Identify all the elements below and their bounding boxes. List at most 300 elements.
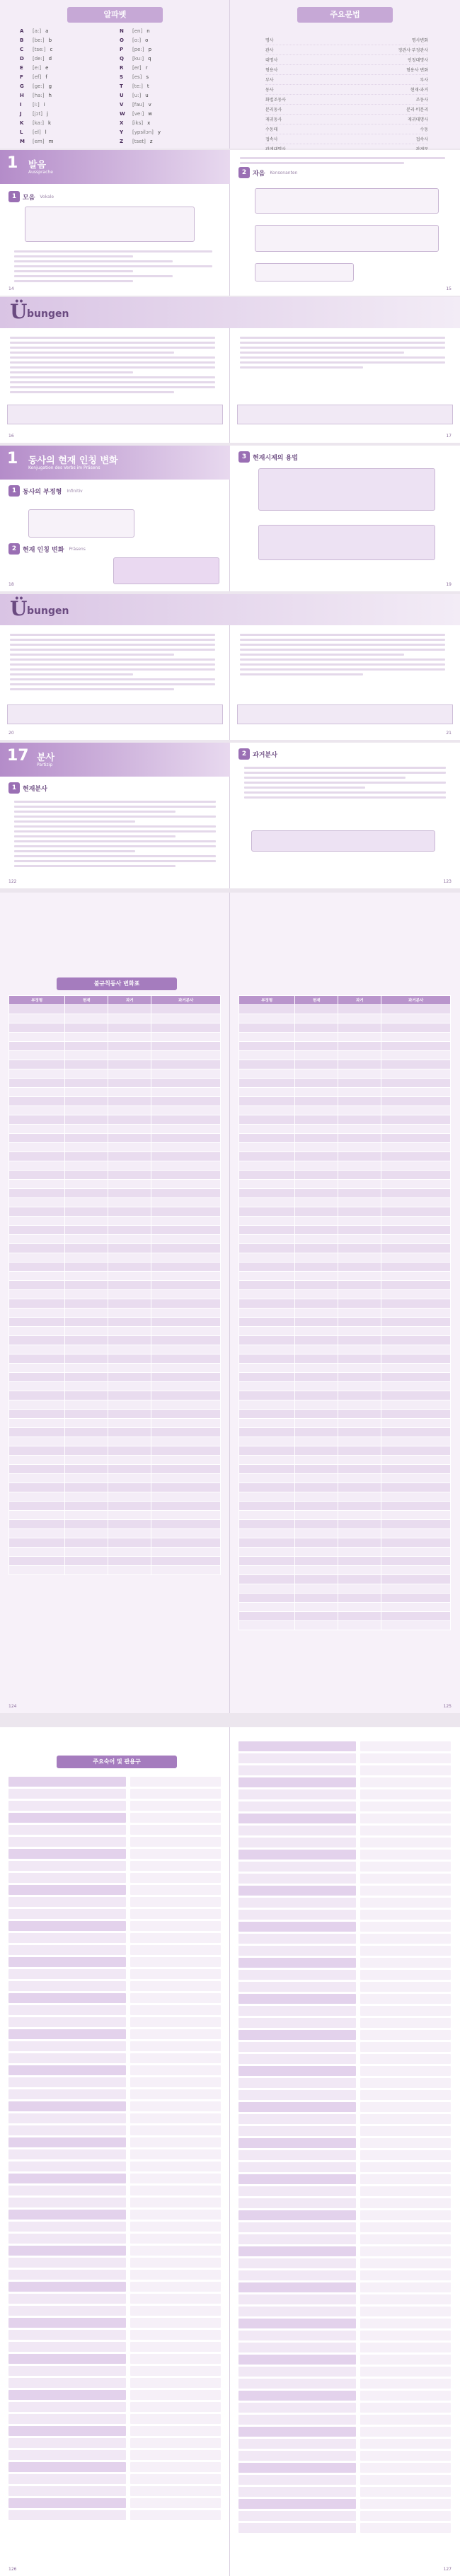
table-cell: [151, 1382, 221, 1391]
section-present-participle: [8, 782, 47, 794]
table-row: [239, 1538, 451, 1548]
idiom-german: [8, 2330, 126, 2340]
table-cell: [338, 1584, 381, 1594]
section-title-en: Vokale: [40, 194, 54, 199]
table-cell: [381, 1621, 451, 1630]
table-cell: [295, 1483, 338, 1492]
table-cell: [381, 1217, 451, 1226]
idiom-korean: [360, 2282, 451, 2292]
table-cell: [151, 1198, 221, 1207]
table-cell: [338, 1290, 381, 1299]
unit-number: 1: [7, 450, 18, 468]
table-cell: [151, 1014, 221, 1023]
table-cell: [381, 1134, 451, 1143]
idiom-german: [8, 1933, 126, 1943]
table-row: [9, 1171, 221, 1180]
table-cell: [9, 1272, 65, 1281]
consonant-box-3: [255, 263, 354, 282]
idiom-korean: [360, 1898, 451, 1908]
table-cell: [108, 1446, 151, 1456]
idiom-german: [238, 2246, 356, 2256]
idiom-korean: [360, 1741, 451, 1751]
idiom-row: [8, 1813, 221, 1823]
table-cell: [295, 1207, 338, 1217]
table-cell: [295, 1373, 338, 1382]
idiom-german: [8, 1957, 126, 1967]
table-cell: [239, 1437, 295, 1446]
table-cell: [295, 1428, 338, 1437]
table-cell: [295, 1621, 338, 1630]
table-cell: [239, 1621, 295, 1630]
table-cell: [381, 1474, 451, 1483]
idiom-german: [238, 2415, 356, 2425]
page-number: 14: [8, 286, 14, 291]
idiom-korean: [360, 2511, 451, 2521]
idiom-korean: [360, 2138, 451, 2148]
idiom-row: [238, 1826, 451, 1835]
idiom-korean: [360, 2042, 451, 2052]
idiom-korean: [130, 2234, 221, 2244]
table-cell: [9, 1134, 65, 1143]
idiom-korean: [360, 1886, 451, 1896]
table-cell: [108, 1244, 151, 1253]
idiom-korean: [130, 2077, 221, 2087]
table-cell: [108, 1391, 151, 1400]
table-row: [9, 1235, 221, 1244]
table-row: [9, 1428, 221, 1437]
answer-box: [7, 704, 223, 724]
table-row: [239, 1373, 451, 1382]
idiom-german: [8, 2342, 126, 2352]
grammar-subtopic: 정관사·부정관사: [398, 48, 428, 53]
table-cell: [151, 1263, 221, 1272]
table-cell: [239, 1584, 295, 1594]
table-cell: [9, 1483, 65, 1492]
vowel-table: [25, 207, 195, 242]
table-row: [9, 1134, 221, 1143]
table-cell: [9, 1290, 65, 1299]
idiom-row: [8, 2210, 221, 2220]
idiom-korean: [130, 2450, 221, 2460]
idiom-german: [8, 2041, 126, 2051]
table-cell: [151, 1042, 221, 1051]
idiom-korean: [360, 1946, 451, 1956]
table-cell: [108, 1263, 151, 1272]
idiom-row: [238, 1910, 451, 1920]
table-cell: [381, 1088, 451, 1097]
alphabet-pronunciation: [iks]: [132, 120, 144, 126]
table-cell: [9, 1474, 65, 1483]
table-cell: [108, 1079, 151, 1088]
table-cell: [108, 1502, 151, 1511]
table-cell: [9, 1309, 65, 1318]
alphabet-row: [120, 28, 211, 34]
conjugation-table: [113, 557, 219, 584]
table-cell: [239, 1382, 295, 1391]
table-cell: [151, 1097, 221, 1106]
table-cell: [108, 1051, 151, 1060]
table-cell: [295, 1014, 338, 1023]
table-cell: [65, 1309, 108, 1318]
table-row: [9, 1520, 221, 1529]
table-cell: [9, 1171, 65, 1180]
idiom-row: [8, 1957, 221, 1967]
table-cell: [9, 1419, 65, 1428]
idiom-german: [238, 1862, 356, 1872]
idiom-korean: [360, 2210, 451, 2220]
idiom-german: [238, 2427, 356, 2437]
table-cell: [338, 1023, 381, 1033]
table-cell: [151, 1364, 221, 1373]
table-cell: [295, 1134, 338, 1143]
table-row: [239, 1272, 451, 1281]
idiom-german: [8, 2462, 126, 2472]
grammar-item: [265, 95, 428, 105]
alphabet-lowercase: p: [148, 47, 152, 52]
table-row: [9, 1548, 221, 1557]
table-cell: [295, 1474, 338, 1483]
section-past-participle: [238, 748, 277, 760]
table-cell: [9, 1318, 65, 1327]
table-cell: [338, 1354, 381, 1364]
alphabet-title: 알파벳: [67, 7, 163, 23]
idiom-korean: [360, 2246, 451, 2256]
idiom-german: [8, 2378, 126, 2388]
table-cell: [295, 1446, 338, 1456]
table-cell: [381, 1483, 451, 1492]
table-cell: [9, 1446, 65, 1456]
idiom-row: [238, 1934, 451, 1944]
idiom-korean: [130, 2354, 221, 2364]
table-cell: [381, 1419, 451, 1428]
unit-header: [0, 446, 230, 480]
table-cell: [381, 1410, 451, 1419]
table-cell: [65, 1051, 108, 1060]
table-cell: [108, 1281, 151, 1290]
table-cell: [381, 1180, 451, 1189]
table-cell: [338, 1437, 381, 1446]
idiom-german: [8, 2426, 126, 2436]
idiom-german: [238, 2138, 356, 2148]
table-row: [9, 1290, 221, 1299]
idiom-korean: [130, 1861, 221, 1871]
alphabet-letter: E: [20, 65, 23, 71]
table-cell: [65, 1171, 108, 1180]
table-cell: [295, 1419, 338, 1428]
page-number: 15: [446, 286, 452, 291]
table-cell: [9, 1382, 65, 1391]
grammar-subtopic: 형용사 변화: [406, 68, 428, 73]
idiom-german: [8, 2414, 126, 2424]
table-cell: [108, 1520, 151, 1529]
idiom-korean: [130, 2246, 221, 2256]
idiom-row: [8, 2414, 221, 2424]
alphabet-lowercase: s: [146, 74, 149, 80]
idiom-korean: [360, 2174, 451, 2184]
alphabet-row: [20, 28, 111, 34]
idiom-korean: [360, 2222, 451, 2232]
idiom-german: [238, 1994, 356, 2004]
idiom-row: [238, 2018, 451, 2028]
idiom-korean: [360, 1765, 451, 1775]
idiom-korean: [130, 2162, 221, 2171]
idiom-korean: [360, 2343, 451, 2352]
table-cell: [295, 1171, 338, 1180]
idiom-row: [238, 2475, 451, 2485]
idiom-korean: [130, 2306, 221, 2316]
table-cell: [338, 1502, 381, 1511]
table-cell: [381, 1538, 451, 1548]
idiom-german: [238, 2511, 356, 2521]
table-cell: [295, 1575, 338, 1584]
idiom-german: [238, 1765, 356, 1775]
table-cell: [381, 1400, 451, 1410]
table-cell: [239, 1336, 295, 1345]
table-cell: [108, 1198, 151, 1207]
table-cell: [338, 1180, 381, 1189]
table-row: [239, 1465, 451, 1474]
alphabet-pronunciation: [jɔt]: [33, 111, 42, 117]
table-cell: [239, 1327, 295, 1336]
table-row: [9, 1152, 221, 1161]
table-cell: [295, 1033, 338, 1042]
section-title: 모음: [23, 194, 35, 202]
table-cell: [239, 1364, 295, 1373]
grammar-topic: 재귀동사: [265, 117, 282, 122]
idiom-row: [238, 2054, 451, 2064]
table-cell: [108, 1097, 151, 1106]
table-cell: [65, 1446, 108, 1456]
idiom-row: [238, 1862, 451, 1872]
idiom-korean: [130, 1789, 221, 1799]
table-cell: [295, 1520, 338, 1529]
alphabet-row: [120, 37, 211, 43]
page-number: 125: [443, 1704, 452, 1709]
table-cell: [295, 1336, 338, 1345]
spread-exercises-1: [0, 297, 460, 443]
table-row: [239, 1502, 451, 1511]
table-cell: [295, 1042, 338, 1051]
table-cell: [381, 1336, 451, 1345]
table-cell: [65, 1014, 108, 1023]
table-row: [9, 1069, 221, 1079]
table-cell: [381, 1354, 451, 1364]
table-cell: [295, 1327, 338, 1336]
idiom-row: [238, 1789, 451, 1799]
section-title: 자음: [253, 170, 265, 178]
table-row: [239, 1318, 451, 1327]
table-cell: [151, 1051, 221, 1060]
alphabet-row: [120, 83, 211, 89]
table-cell: [295, 1005, 338, 1014]
table-cell: [295, 1557, 338, 1566]
table-row: [239, 1079, 451, 1088]
table-row: [9, 1189, 221, 1198]
table-cell: [381, 1069, 451, 1079]
idiom-korean: [360, 1789, 451, 1799]
idiom-row: [238, 1777, 451, 1787]
alphabet-letter: M: [20, 139, 25, 144]
grammar-topic: 명사: [265, 38, 274, 43]
idiom-korean: [360, 1874, 451, 1884]
table-cell: [338, 1621, 381, 1630]
table-cell: [65, 1318, 108, 1327]
section-usage: [238, 451, 298, 463]
table-cell: [338, 1253, 381, 1263]
idiom-german: [238, 2054, 356, 2064]
grammar-item: [265, 115, 428, 124]
table-row: [9, 1373, 221, 1382]
table-cell: [9, 1364, 65, 1373]
alphabet-lowercase: f: [45, 74, 47, 80]
table-cell: [108, 1005, 151, 1014]
idiom-row: [238, 1970, 451, 1980]
page-123: [230, 743, 460, 888]
table-cell: [338, 1309, 381, 1318]
table-cell: [381, 1557, 451, 1566]
table-row: [9, 1106, 221, 1115]
table-cell: [65, 1005, 108, 1014]
section-title: 현재시제의 용법: [253, 454, 298, 462]
idiom-row: [238, 2174, 451, 2184]
section-consonants: [238, 167, 297, 178]
table-cell: [381, 1446, 451, 1456]
table-cell: [381, 1373, 451, 1382]
table-row: [239, 1171, 451, 1180]
table-cell: [381, 1079, 451, 1088]
table-cell: [65, 1069, 108, 1079]
table-cell: [9, 1115, 65, 1125]
idiom-korean: [360, 2030, 451, 2040]
intro-text: [240, 154, 445, 167]
table-cell: [338, 1207, 381, 1217]
table-cell: [338, 1115, 381, 1125]
table-cell: [9, 1060, 65, 1069]
table-cell: [381, 1345, 451, 1354]
table-cell: [338, 1446, 381, 1456]
table-cell: [108, 1437, 151, 1446]
table-cell: [295, 1364, 338, 1373]
table-row: [239, 1290, 451, 1299]
table-cell: [108, 1318, 151, 1327]
idioms-list-left: [8, 1777, 221, 2522]
table-cell: [239, 1134, 295, 1143]
idiom-german: [8, 2390, 126, 2400]
page-126: [0, 1727, 230, 2576]
alphabet-pronunciation: [ef]: [33, 74, 42, 80]
idiom-row: [238, 2403, 451, 2413]
unit-title: 분사: [37, 753, 55, 763]
idiom-row: [8, 2077, 221, 2087]
idiom-korean: [360, 2198, 451, 2208]
grammar-item: [265, 65, 428, 75]
idiom-korean: [360, 2331, 451, 2340]
alphabet-lowercase: z: [149, 139, 153, 144]
table-cell: [151, 1428, 221, 1437]
idiom-german: [238, 1838, 356, 1847]
table-cell: [295, 1115, 338, 1125]
idiom-korean: [360, 2499, 451, 2509]
table-cell: [65, 1290, 108, 1299]
table-cell: [151, 1005, 221, 1014]
idiom-row: [8, 2222, 221, 2232]
alphabet-letter: Z: [120, 139, 124, 144]
unit-title: 동사의 현재 인칭 변화: [28, 456, 118, 466]
idiom-row: [238, 2511, 451, 2521]
idiom-german: [238, 2114, 356, 2124]
idiom-german: [238, 2222, 356, 2232]
alphabet-row: [120, 102, 211, 108]
idiom-german: [238, 1741, 356, 1751]
idiom-german: [8, 2125, 126, 2135]
table-cell: [295, 1456, 338, 1465]
alphabet-letter: P: [120, 47, 124, 52]
table-cell: [295, 1465, 338, 1474]
idiom-korean: [130, 1957, 221, 1967]
table-cell: [338, 1612, 381, 1621]
table-row: [239, 1446, 451, 1456]
grammar-title: 주요문법: [297, 7, 393, 23]
idiom-german: [8, 2137, 126, 2147]
table-header: 과거분사: [151, 996, 221, 1005]
idiom-korean: [360, 1922, 451, 1932]
table-cell: [338, 1272, 381, 1281]
idiom-korean: [360, 2403, 451, 2413]
idiom-korean: [130, 2498, 221, 2508]
idiom-german: [8, 2101, 126, 2111]
idiom-korean: [360, 2090, 451, 2100]
grammar-topic: 접속사: [265, 137, 278, 142]
table-cell: [239, 1042, 295, 1051]
table-cell: [381, 1115, 451, 1125]
idiom-korean: [360, 2162, 451, 2172]
table-row: [239, 1483, 451, 1492]
page-18: [0, 446, 230, 591]
table-cell: [65, 1511, 108, 1520]
idiom-row: [238, 2355, 451, 2365]
table-cell: [338, 1143, 381, 1152]
table-cell: [381, 1584, 451, 1594]
idiom-korean: [130, 2390, 221, 2400]
table-cell: [239, 1511, 295, 1520]
page-16: [0, 328, 230, 443]
table-cell: [381, 1189, 451, 1198]
alphabet-letter: A: [20, 28, 24, 34]
table-row: [239, 1152, 451, 1161]
table-row: [9, 1014, 221, 1023]
idiom-row: [8, 1801, 221, 1811]
table-cell: [239, 1097, 295, 1106]
table-cell: [108, 1226, 151, 1235]
table-cell: [151, 1419, 221, 1428]
table-cell: [381, 1391, 451, 1400]
page-number: 16: [8, 434, 14, 439]
table-cell: [295, 1060, 338, 1069]
table-cell: [9, 1005, 65, 1014]
exercise-header: [0, 297, 460, 328]
unit-subtitle: Aussprache: [28, 170, 53, 175]
idiom-german: [238, 2367, 356, 2377]
idiom-row: [8, 2041, 221, 2051]
table-row: [9, 1042, 221, 1051]
table-cell: [9, 1456, 65, 1465]
table-cell: [338, 1373, 381, 1382]
section-number: 1: [8, 485, 20, 497]
table-cell: [239, 1005, 295, 1014]
idiom-row: [8, 1921, 221, 1931]
table-cell: [239, 1428, 295, 1437]
table-cell: [295, 1309, 338, 1318]
